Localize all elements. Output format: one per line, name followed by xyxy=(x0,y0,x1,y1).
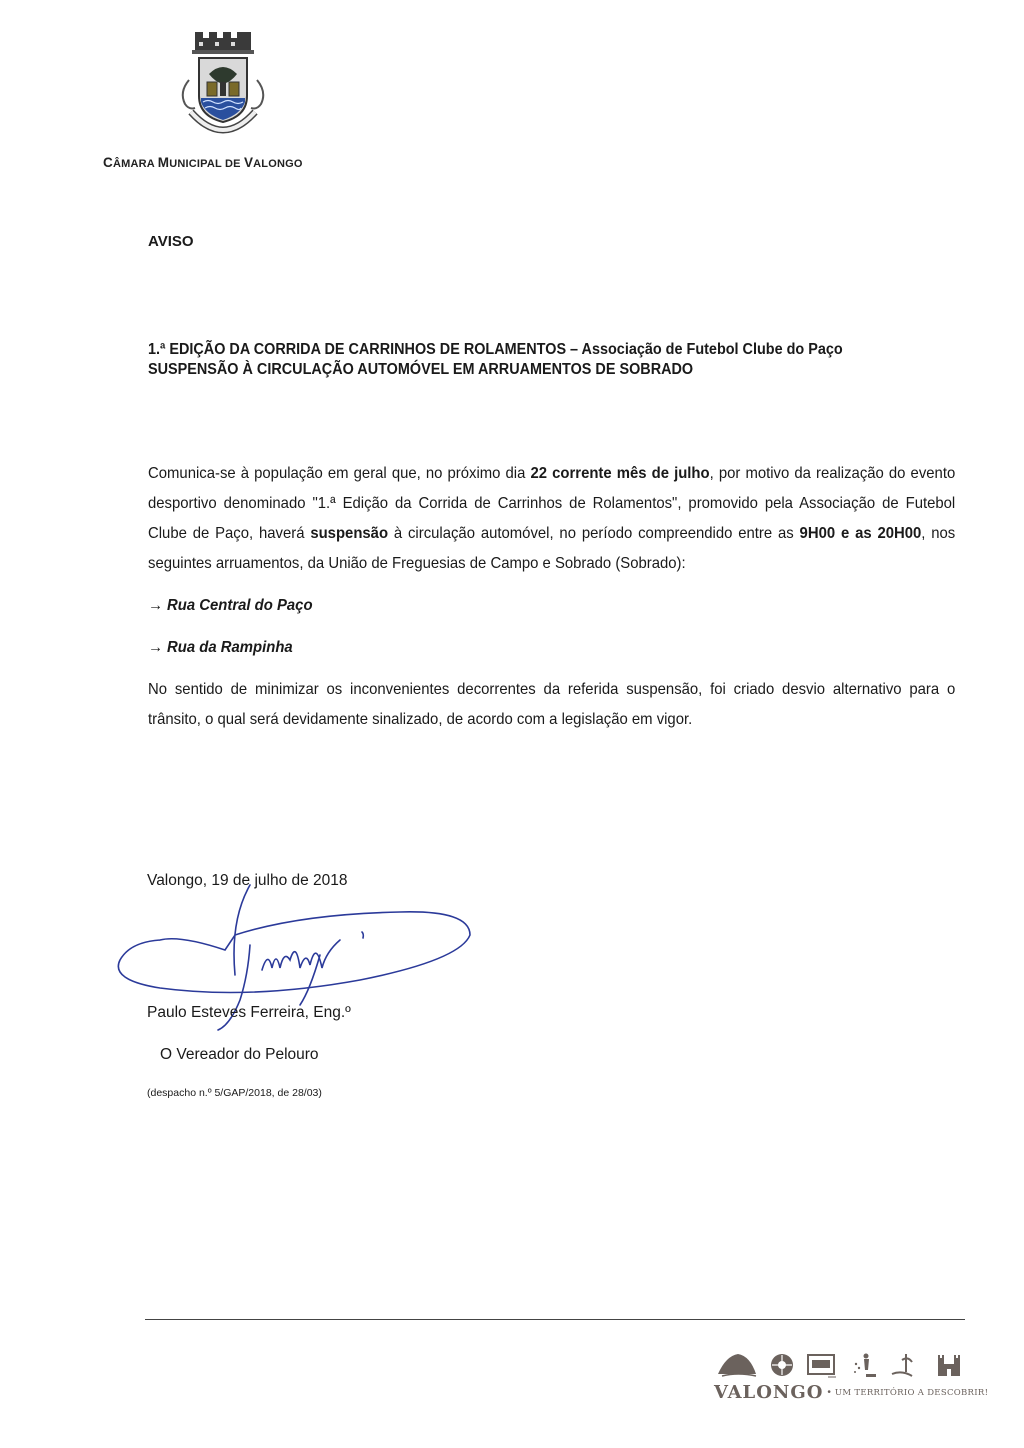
street-item: → Rua da Rampinha xyxy=(148,639,293,656)
arrow-right-icon: → xyxy=(148,597,163,614)
mountain-icon xyxy=(718,1354,756,1376)
organization-name: CÂMARA MUNICIPAL DE VALONGO xyxy=(103,155,303,170)
notice-body xyxy=(148,459,955,735)
footer-brand: VALONGO • UM TERRITÓRIO A DESCOBRIR! xyxy=(714,1382,989,1403)
body-paragraph-1: Comunica-se à população em geral que, no próximo dia 22 corrente mês de julho, por motivo da realização do evento desportivo denominado "1.ª Edição da Corrida de Carrinhos de Rolamentos", promovido pela Associação de Futebol Clube de Paço, haverá suspensão à circulação automóvel, no período compreendido entre as 9H00 e as 20H00, nos seguintes arruamentos, da União de Freguesias de Campo e Sobrado (Sobrado): xyxy=(148,465,956,572)
slate-panel-icon xyxy=(808,1355,836,1377)
arrow-right-icon: → xyxy=(148,639,163,656)
heading-line-2: SUSPENSÃO À CIRCULAÇÃO AUTOMÓVEL EM ARRUAMENTOS DE SOBRADO xyxy=(148,361,694,378)
brand-tagline: UM TERRITÓRIO A DESCOBRIR! xyxy=(834,1388,989,1398)
notice-heading xyxy=(148,340,966,380)
mural-crown-icon xyxy=(192,32,254,54)
brand-name: VALONGO xyxy=(714,1382,824,1403)
signer-name: Paulo Esteves Ferreira, Eng.º xyxy=(147,1004,351,1021)
shell-fossil-icon xyxy=(771,1354,793,1376)
municipal-crest-logo xyxy=(175,30,271,148)
bird-plant-icon xyxy=(892,1354,912,1376)
heading-line-1: 1.ª EDIÇÃO DA CORRIDA DE CARRINHOS DE ROLAMENTOS – Associação de Futebol Clube do Paço xyxy=(148,341,843,358)
church-icon xyxy=(938,1355,960,1376)
date-line: Valongo, 19 de julho de 2018 xyxy=(147,872,348,889)
notice-label: AVISO xyxy=(148,233,194,250)
footer-divider xyxy=(145,1319,965,1320)
signer-role: O Vereador do Pelouro xyxy=(160,1046,319,1063)
footer-icon-strip xyxy=(716,1350,972,1380)
street-item: → Rua Central do Paço xyxy=(148,597,313,614)
figures-icon xyxy=(854,1354,876,1378)
body-paragraph-2: No sentido de minimizar os inconvenientes decorrentes da referida suspensão, foi criado desvio alternativo para o trânsito, o qual será devidamente sinalizado, de acordo com a legislação em vigor. xyxy=(148,681,956,728)
delegation-reference: (despacho n.º 5/GAP/2018, de 28/03) xyxy=(147,1087,322,1099)
